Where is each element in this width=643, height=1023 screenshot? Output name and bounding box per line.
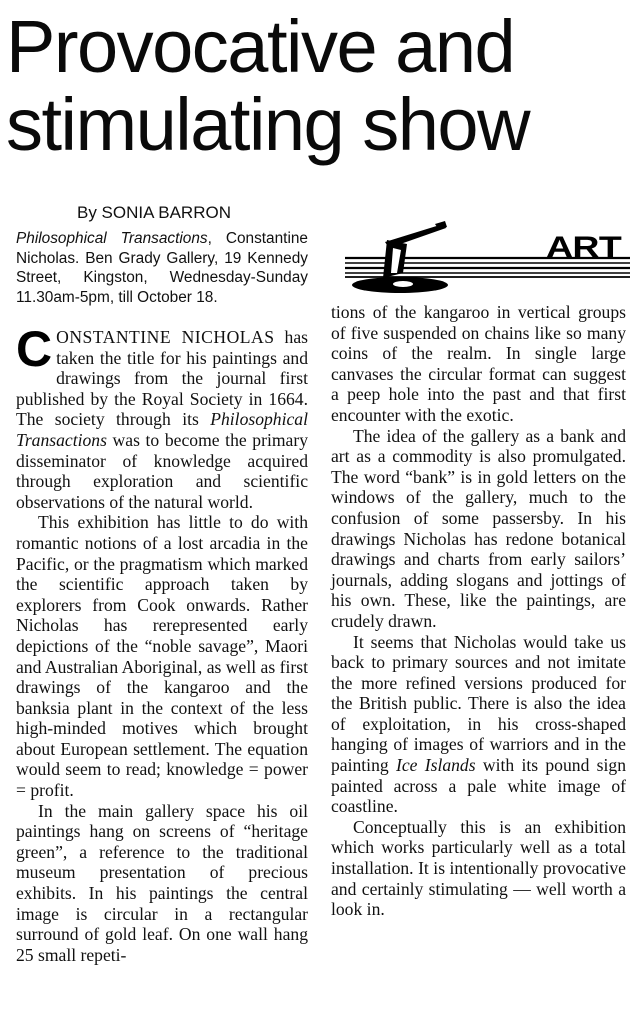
paragraph-1-text-a: has taken the title for his paintings and drawings from the journal first published by the Royal Society in 1664. The society through its xyxy=(16,327,308,430)
paragraph-5-text-b: with its pound sign painted across a pale white image of coastline. xyxy=(331,755,626,817)
paragraph-1-text-b: was to become the primary disseminator of knowledge acquired through exploration and scientific observations of the natural world. xyxy=(16,429,308,512)
byline: By SONIA BARRON xyxy=(77,203,231,222)
headline-line-2: stimulating show xyxy=(6,83,530,166)
exhibition-info xyxy=(16,229,308,307)
headline-line-1: Provocative and xyxy=(6,5,515,88)
paragraph-3: In the main gallery space his oil paintings hang on screens of “heritage green”, a reference to the traditional museum presentation of precious exhibits. In his paintings the central image is circular in a rectangular surround of gold leaf. On one wall hang 25 small repeti- xyxy=(16,800,308,965)
paragraph-5 xyxy=(331,632,626,817)
paragraph-3-continued: tions of the kangaroo in vertical groups of five suspended on chains like so many coins of the realm. In single large canvases the circular format can suggest a peep hole into the past and that first encounter with the exotic. xyxy=(331,302,626,425)
drop-cap: C xyxy=(16,321,53,377)
art-section-logo xyxy=(345,218,635,293)
paragraph-6: Conceptually this is an exhibition which works particularly well as a total installation. It is intentionally provocative and certainly stimulating — well worth a look in. xyxy=(331,816,626,920)
article-column-left xyxy=(16,321,308,965)
painting-title: Ice Islands xyxy=(395,755,476,776)
exhibition-title: Philosophical Transactions xyxy=(16,230,208,247)
paragraph-5-text-a: It seems that Nicholas would take us back to primary sources and not imitate the more refined versions produced for the British public. There is also the idea of exploitation, in his cross-shaped hanging of images of warriors and in the painting xyxy=(331,631,626,776)
paragraph-4: The idea of the gallery as a bank and art as a commodity is also promulgated. The word “bank” is in gold letters on the windows of the gallery, much to the confusion of some passersby. In his drawings Nicholas has redone botanical drawings and charts from early sailors’ journals, adding slogans and jottings of his own. These, like the paintings, are crudely drawn. xyxy=(331,425,626,631)
paragraph-2: This exhibition has little to do with romantic notions of a lost arcadia in the Pacific, or the pragmatism which marked the scientific approach taken by explorers from Cook onwards. Rather Nicholas has rerepresented early depictions of the “noble savage”, Maori and Australian Aboriginal, as well as first drawings of the kangaroo and the banksia plant in the context of the less high-minded motives which brought about European settlement. The equation would seem to read; knowledge = power = profit. xyxy=(16,512,308,801)
section-label: ART xyxy=(545,231,621,264)
article-column-right xyxy=(331,302,626,920)
paragraph-1 xyxy=(16,321,308,512)
lead-in-caps: ONSTANTINE NICHOLAS xyxy=(56,327,275,347)
headline xyxy=(6,5,636,166)
exhibition-details: , Constantine Nicholas. Ben Grady Gallery, 19 Kennedy Street, Kingston, Wednesday-Sunday 11.30am-5pm, till October 18. xyxy=(16,230,308,306)
journal-title: Philosophical Transactions xyxy=(16,409,308,450)
